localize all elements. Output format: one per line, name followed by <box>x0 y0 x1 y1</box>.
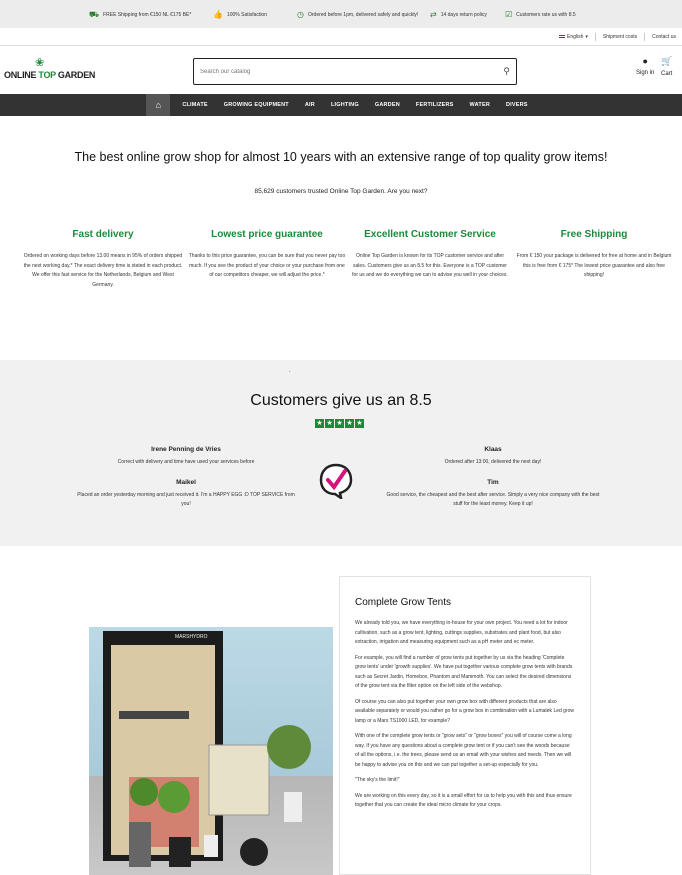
sign-in-button[interactable]: ● Sign in <box>636 56 655 76</box>
nav-item-growing-equipment[interactable]: GROWING EQUIPMENT <box>223 102 289 108</box>
clock-icon: ◷ <box>297 10 304 19</box>
nav-item-water[interactable]: WATER <box>469 102 490 108</box>
reviews-title: Customers give us an 8.5 <box>250 392 432 409</box>
paragraph: With one of the complete grow tents or "grow sets" or "grow boxes" you will of course come a long way. If you have any questions about a complete grow tent or if you can't see the woods because of all the options, i.e. the trees, please send us an email with your wishes and needs. Then we will be happy to advise you on this and we can put together a set-up especially for you. <box>355 733 572 768</box>
grow-tent-photo <box>89 627 333 875</box>
trusted-text: 85,629 customers trusted Online Top Garden. Are you next? <box>254 188 428 195</box>
divider <box>644 33 645 41</box>
plant <box>158 781 190 813</box>
review-text: Placed an order yesterday morning and just received it. I'm a HAPPY EGG :D TOP SERVICE from you! <box>77 492 295 507</box>
review-author: Klaas <box>484 446 502 453</box>
carbon-filter <box>129 822 151 867</box>
plant <box>130 778 158 806</box>
plant-pot <box>284 792 302 822</box>
search-input[interactable] <box>200 69 503 75</box>
paragraph: We are working on this every day, so it is a small effort for us to help you with this and thus ensure together that you can create the ideal micro climate for your crops. <box>355 792 572 808</box>
thumbs-up-icon: 👍 <box>213 10 223 19</box>
site-header <box>0 46 682 94</box>
search-icon[interactable]: ⚲ <box>503 66 510 76</box>
review-item <box>76 446 296 467</box>
nav-item-air[interactable]: AIR <box>304 102 315 108</box>
section-title: Complete Grow Tents <box>355 597 451 608</box>
grow-tent-illustration <box>89 627 333 875</box>
feature-text: From € 150 your package is delivered for free at home and in Belgium this is free from € 175* The lowest price guarantee and also free shipping! <box>516 253 672 278</box>
star-icon: ★ <box>336 420 343 427</box>
feature-fast-delivery <box>23 229 183 290</box>
feature-price-guarantee <box>187 229 347 281</box>
grow-tents-panel <box>339 576 591 875</box>
review-author: Tim <box>487 479 499 486</box>
usp-satisfaction: 👍 100% Satisfaction <box>213 10 267 19</box>
review-text: Good service, the cheapest and the best after service. Simply a very nice company with the best stuff for the least money. Keep it up! <box>386 492 600 507</box>
timer <box>204 835 218 857</box>
nav-item-fertilizers[interactable]: FERTILIZERS <box>415 102 454 108</box>
hero-title: The best online grow shop for almost 10 years with an extensive range of top quality grow items! <box>74 150 608 164</box>
truck-icon: ⛟ <box>89 10 100 19</box>
user-icon: ● <box>642 56 648 66</box>
feature-free-shipping <box>514 229 674 281</box>
paragraph: "The sky's the limit!" <box>355 777 400 783</box>
grow-lamp <box>119 711 189 719</box>
feature-customer-service <box>350 229 510 281</box>
star-icon: ★ <box>346 420 353 427</box>
review-item <box>383 446 603 467</box>
review-text: Ordered after 13:00, delivered the next day! <box>444 459 542 465</box>
main-nav <box>0 94 682 116</box>
led-panel <box>209 745 269 815</box>
usp-delivery: ◷ Ordered before 1pm, delivered safely and quickly! <box>297 10 419 19</box>
pot <box>169 837 191 867</box>
cart-icon: 🛒 <box>661 56 673 66</box>
usp-bar <box>0 0 682 28</box>
logo-text: ONLINE TOP GARDEN <box>4 70 96 80</box>
star-rating <box>315 419 364 428</box>
site-logo[interactable] <box>4 56 96 86</box>
nav-item-climate[interactable]: CLIMATE <box>182 102 208 108</box>
review-item <box>76 479 296 509</box>
paragraph: Of course you can also put together your own grow box with different products that are also available separately or would you rather go for a grow box in combination with a Lumatek Led grow lamp or a Mars TS1000 LED, for example? <box>355 698 575 724</box>
nav-item-garden[interactable]: GARDEN <box>374 102 400 108</box>
usp-returns: ⇄ 14 days return policy <box>430 10 487 19</box>
star-icon: ★ <box>356 420 363 427</box>
usp-rating: ☑ Customers rate us with 8.5 <box>505 10 576 19</box>
us-flag-icon <box>559 35 565 39</box>
potted-tree <box>267 725 311 769</box>
feature-text: Ordered on working days before 13.00 means in 95% of orders shipped the next working day.* The exact delivery time is stated in each product. We offer this fast service for the Netherlands, Belgium and West Germany. <box>23 253 183 288</box>
paragraph: For example, you will find a number of grow tents put together by us via the heading 'Complete grow tents' under 'growth supplies'. We have put together various complete grow tents with brands such as Secret Jardin, Homebox, Phantom and Mammoth. You can select the desired dimensions of the grow tent via the filter option on the left side of the webshop. <box>355 654 573 689</box>
review-author: Maikel <box>176 479 196 486</box>
review-item <box>383 479 603 509</box>
cart-button[interactable]: 🛒 Cart <box>661 56 673 77</box>
leaf-icon: ❀ <box>35 57 45 69</box>
review-text: Correct with delivery and time have used your services before <box>117 459 255 465</box>
tent-brand: MARSHYDRO <box>175 634 208 640</box>
slider-dot[interactable]: . <box>289 368 291 374</box>
feature-title: Lowest price guarantee <box>211 229 323 240</box>
feature-title: Fast delivery <box>72 229 134 240</box>
return-arrows-icon: ⇄ <box>430 10 437 19</box>
usp-shipping: ⛟ FREE Shipping from €150 NL €175 BE* <box>89 10 192 19</box>
nav-item-divers[interactable]: DIVERS <box>506 102 528 108</box>
check-box-icon: ☑ <box>505 10 513 19</box>
feature-text: Online Top Garden is known for its TOP customer service and after sales. Customers give us an 8.5 for this. Everyone is a TOP customer for us and we do everything we can to advise you well in your choices. <box>352 253 508 278</box>
nav-item-lighting[interactable]: LIGHTING <box>330 102 359 108</box>
feature-title: Excellent Customer Service <box>364 229 496 240</box>
search-box <box>193 58 517 85</box>
review-author: Irene Penning de Vries <box>151 446 221 453</box>
feature-text: Thanks to this price guarantee, you can be sure that you never pay too much. If you see the product of your choice or your purchase from one of our competitors cheaper, we will adjust the price.* <box>188 253 346 278</box>
paragraph: We already told you, we have everything in-house for your own project. You need a lot for indoor cultivation, such as a grow tent, lighting, cuttings supplies, substrates and plant food, but also extraction, irrigation and measuring equipment such as a pH meter and ec meter. <box>355 620 568 645</box>
star-icon: ★ <box>326 420 333 427</box>
language-selector[interactable]: English ▾ <box>559 34 588 40</box>
shipment-costs-link[interactable]: Shipment costs <box>602 33 638 40</box>
extractor-fan <box>240 838 268 866</box>
contact-link[interactable]: Contact us <box>652 33 676 40</box>
divider <box>595 33 596 41</box>
feature-title: Free Shipping <box>560 229 628 240</box>
review-badge-icon <box>319 463 353 499</box>
star-icon: ★ <box>316 420 323 427</box>
chevron-down-icon: ▾ <box>585 33 588 40</box>
home-icon[interactable]: ⌂ <box>146 94 170 116</box>
utility-bar <box>0 28 682 46</box>
